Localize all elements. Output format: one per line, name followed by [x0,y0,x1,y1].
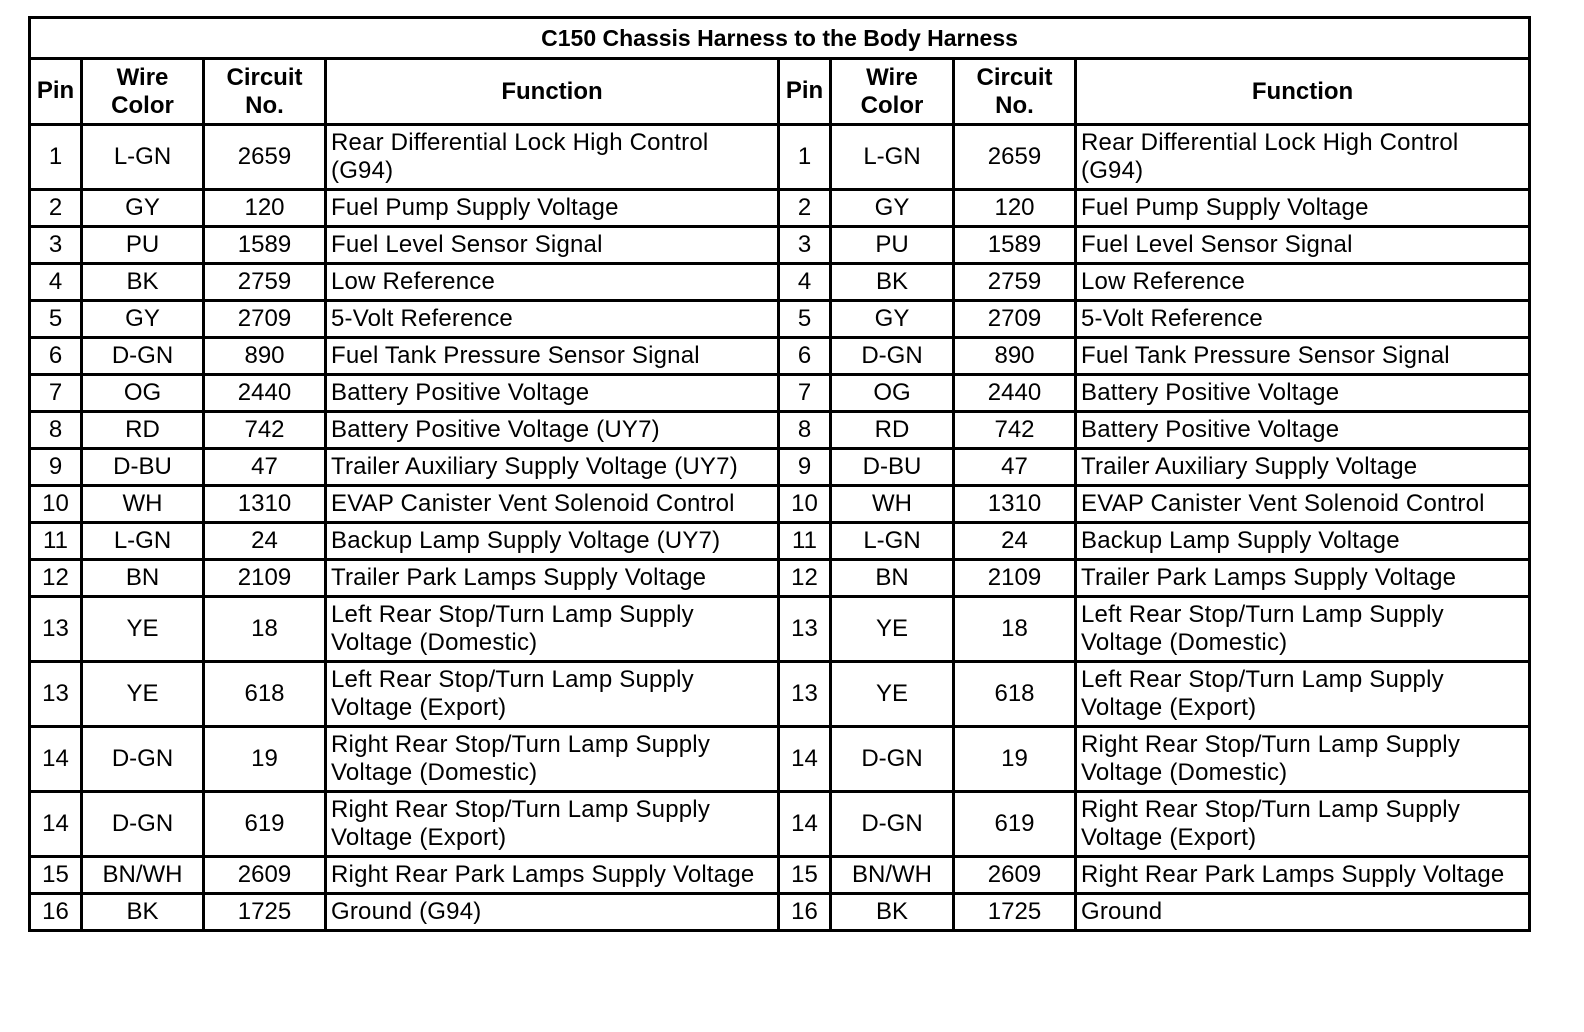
table-row [30,523,1530,560]
pin-cell: 3 [30,227,82,264]
function-cell: Right Rear Park Lamps Supply Voltage [1076,857,1530,894]
circuit-number-cell: 2659 [954,125,1076,190]
function-cell: Left Rear Stop/Turn Lamp Supply Voltage (Domestic) [1076,597,1530,662]
table-row [30,301,1530,338]
circuit-header-line1: Circuit [976,63,1053,91]
circuit-header-line2: No. [995,91,1034,119]
wire-color-cell: BN [831,560,954,597]
pin-cell: 3 [779,227,831,264]
pin-cell: 2 [779,190,831,227]
function-cell: Fuel Level Sensor Signal [326,227,779,264]
pin-cell: 13 [30,597,82,662]
pin-cell: 16 [30,894,82,931]
wire-color-cell: D-GN [82,727,204,792]
function-cell: Fuel Pump Supply Voltage [1076,190,1530,227]
function-cell: Right Rear Stop/Turn Lamp Supply Voltage (Export) [1076,792,1530,857]
circuit-number-cell: 1310 [954,486,1076,523]
function-cell: Backup Lamp Supply Voltage [1076,523,1530,560]
function-cell: EVAP Canister Vent Solenoid Control [326,486,779,523]
circuit-number-cell: 1725 [954,894,1076,931]
circuit-number-cell: 619 [204,792,326,857]
table-row [30,412,1530,449]
wire-color-cell: GY [82,190,204,227]
circuit-number-cell: 19 [204,727,326,792]
wire-color-cell: L-GN [82,125,204,190]
function-cell: Right Rear Stop/Turn Lamp Supply Voltage (Export) [326,792,779,857]
pin-cell: 9 [779,449,831,486]
wire-color-cell: D-GN [831,727,954,792]
circuit-number-cell: 120 [204,190,326,227]
function-cell: Ground [1076,894,1530,931]
pin-cell: 4 [779,264,831,301]
pin-cell: 4 [30,264,82,301]
wire-color-cell: BN/WH [831,857,954,894]
function-cell: Fuel Tank Pressure Sensor Signal [326,338,779,375]
pin-cell: 15 [30,857,82,894]
wire-color-cell: BK [831,264,954,301]
function-cell: Trailer Auxiliary Supply Voltage (UY7) [326,449,779,486]
pin-cell: 2 [30,190,82,227]
circuit-number-cell: 19 [954,727,1076,792]
pin-cell: 7 [30,375,82,412]
circuit-number-cell: 1310 [204,486,326,523]
function-cell: Trailer Auxiliary Supply Voltage [1076,449,1530,486]
circuit-number-cell: 18 [204,597,326,662]
wire-color-cell: D-BU [82,449,204,486]
wire-color-header-line1: Wire [866,63,918,91]
pin-cell: 14 [779,727,831,792]
pin-cell: 9 [30,449,82,486]
pin-cell: 1 [779,125,831,190]
pin-cell: 8 [30,412,82,449]
column-header-function: Function [326,59,779,125]
column-header-pin: Pin [30,59,82,125]
circuit-number-cell: 47 [204,449,326,486]
column-header-pin: Pin [779,59,831,125]
pin-cell: 13 [30,662,82,727]
connector-table-wrapper [28,16,1528,932]
circuit-number-cell: 24 [954,523,1076,560]
function-cell: Right Rear Stop/Turn Lamp Supply Voltage (Domestic) [326,727,779,792]
pin-cell: 11 [779,523,831,560]
table-row [30,857,1530,894]
table-row [30,727,1530,792]
pin-cell: 6 [30,338,82,375]
pin-cell: 11 [30,523,82,560]
wire-color-cell: D-BU [831,449,954,486]
wire-color-cell: RD [831,412,954,449]
pin-cell: 5 [779,301,831,338]
circuit-number-cell: 890 [204,338,326,375]
circuit-number-cell: 2609 [204,857,326,894]
circuit-number-cell: 618 [204,662,326,727]
circuit-number-cell: 2609 [954,857,1076,894]
wire-color-header-line2: Color [111,91,174,119]
wire-color-cell: YE [831,597,954,662]
table-row [30,125,1530,190]
table-title: C150 Chassis Harness to the Body Harness [30,18,1530,59]
function-cell: Battery Positive Voltage [326,375,779,412]
pin-cell: 14 [30,792,82,857]
wire-color-cell: L-GN [82,523,204,560]
pin-cell: 6 [779,338,831,375]
table-row [30,894,1530,931]
pin-cell: 12 [30,560,82,597]
function-cell: Left Rear Stop/Turn Lamp Supply Voltage (Export) [1076,662,1530,727]
pin-cell: 12 [779,560,831,597]
table-row [30,264,1530,301]
pin-cell: 5 [30,301,82,338]
pin-cell: 7 [779,375,831,412]
table-body [30,125,1530,931]
wire-color-cell: WH [831,486,954,523]
function-cell: Rear Differential Lock High Control (G94) [1076,125,1530,190]
column-header-function: Function [1076,59,1530,125]
circuit-number-cell: 2659 [204,125,326,190]
circuit-number-cell: 1725 [204,894,326,931]
column-header-circuit [954,59,1076,125]
wire-color-cell: RD [82,412,204,449]
circuit-header-line2: No. [245,91,284,119]
table-row [30,338,1530,375]
pin-cell: 10 [779,486,831,523]
wire-color-cell: GY [831,190,954,227]
wire-color-cell: PU [831,227,954,264]
wire-color-cell: BK [831,894,954,931]
circuit-number-cell: 2759 [954,264,1076,301]
pin-cell: 15 [779,857,831,894]
circuit-number-cell: 742 [954,412,1076,449]
wire-color-cell: YE [82,597,204,662]
function-cell: Trailer Park Lamps Supply Voltage [1076,560,1530,597]
wire-color-cell: GY [831,301,954,338]
circuit-number-cell: 742 [204,412,326,449]
function-cell: EVAP Canister Vent Solenoid Control [1076,486,1530,523]
function-cell: Left Rear Stop/Turn Lamp Supply Voltage (Domestic) [326,597,779,662]
wire-color-cell: YE [831,662,954,727]
circuit-number-cell: 120 [954,190,1076,227]
circuit-number-cell: 619 [954,792,1076,857]
circuit-number-cell: 890 [954,338,1076,375]
wire-color-cell: YE [82,662,204,727]
wire-color-cell: D-GN [831,792,954,857]
wire-color-cell: WH [82,486,204,523]
column-header-wire-color [831,59,954,125]
circuit-header-line1: Circuit [226,63,303,91]
pin-cell: 16 [779,894,831,931]
pin-cell: 13 [779,662,831,727]
function-cell: Rear Differential Lock High Control (G94) [326,125,779,190]
table-row [30,227,1530,264]
circuit-number-cell: 2709 [954,301,1076,338]
function-cell: Fuel Level Sensor Signal [1076,227,1530,264]
wire-color-cell: BK [82,264,204,301]
function-cell: Backup Lamp Supply Voltage (UY7) [326,523,779,560]
wire-color-header-line2: Color [860,91,924,119]
function-cell: Ground (G94) [326,894,779,931]
circuit-number-cell: 2440 [954,375,1076,412]
wire-color-cell: OG [831,375,954,412]
table-row [30,560,1530,597]
wire-color-cell: OG [82,375,204,412]
function-cell: Battery Positive Voltage [1076,412,1530,449]
circuit-number-cell: 1589 [954,227,1076,264]
function-cell: 5-Volt Reference [326,301,779,338]
function-cell: Left Rear Stop/Turn Lamp Supply Voltage (Export) [326,662,779,727]
function-cell: Battery Positive Voltage [1076,375,1530,412]
function-cell: 5-Volt Reference [1076,301,1530,338]
column-header-wire-color [82,59,204,125]
circuit-number-cell: 2109 [954,560,1076,597]
function-cell: Right Rear Stop/Turn Lamp Supply Voltage (Domestic) [1076,727,1530,792]
pin-cell: 13 [779,597,831,662]
table-row [30,486,1530,523]
wire-color-cell: BN [82,560,204,597]
wire-color-header-line1: Wire [116,63,169,91]
pin-cell: 10 [30,486,82,523]
pin-cell: 1 [30,125,82,190]
wire-color-cell: L-GN [831,125,954,190]
wire-color-cell: L-GN [831,523,954,560]
pin-cell: 14 [30,727,82,792]
function-cell: Fuel Pump Supply Voltage [326,190,779,227]
table-row [30,597,1530,662]
circuit-number-cell: 1589 [204,227,326,264]
wire-color-cell: BK [82,894,204,931]
table-row [30,449,1530,486]
circuit-number-cell: 2709 [204,301,326,338]
circuit-number-cell: 18 [954,597,1076,662]
function-cell: Trailer Park Lamps Supply Voltage [326,560,779,597]
circuit-number-cell: 2109 [204,560,326,597]
table-row [30,190,1530,227]
column-header-circuit [204,59,326,125]
table-row [30,375,1530,412]
wire-color-cell: BN/WH [82,857,204,894]
table-row [30,662,1530,727]
column-header-row [30,59,1530,125]
wire-color-cell: D-GN [82,338,204,375]
function-cell: Low Reference [1076,264,1530,301]
circuit-number-cell: 2759 [204,264,326,301]
table-row [30,792,1530,857]
circuit-number-cell: 24 [204,523,326,560]
wire-color-cell: D-GN [831,338,954,375]
wire-color-cell: D-GN [82,792,204,857]
pin-cell: 14 [779,792,831,857]
function-cell: Low Reference [326,264,779,301]
pin-cell: 8 [779,412,831,449]
wire-color-cell: GY [82,301,204,338]
circuit-number-cell: 618 [954,662,1076,727]
connector-pinout-table [28,16,1531,932]
function-cell: Fuel Tank Pressure Sensor Signal [1076,338,1530,375]
function-cell: Battery Positive Voltage (UY7) [326,412,779,449]
circuit-number-cell: 2440 [204,375,326,412]
wire-color-cell: PU [82,227,204,264]
circuit-number-cell: 47 [954,449,1076,486]
function-cell: Right Rear Park Lamps Supply Voltage [326,857,779,894]
